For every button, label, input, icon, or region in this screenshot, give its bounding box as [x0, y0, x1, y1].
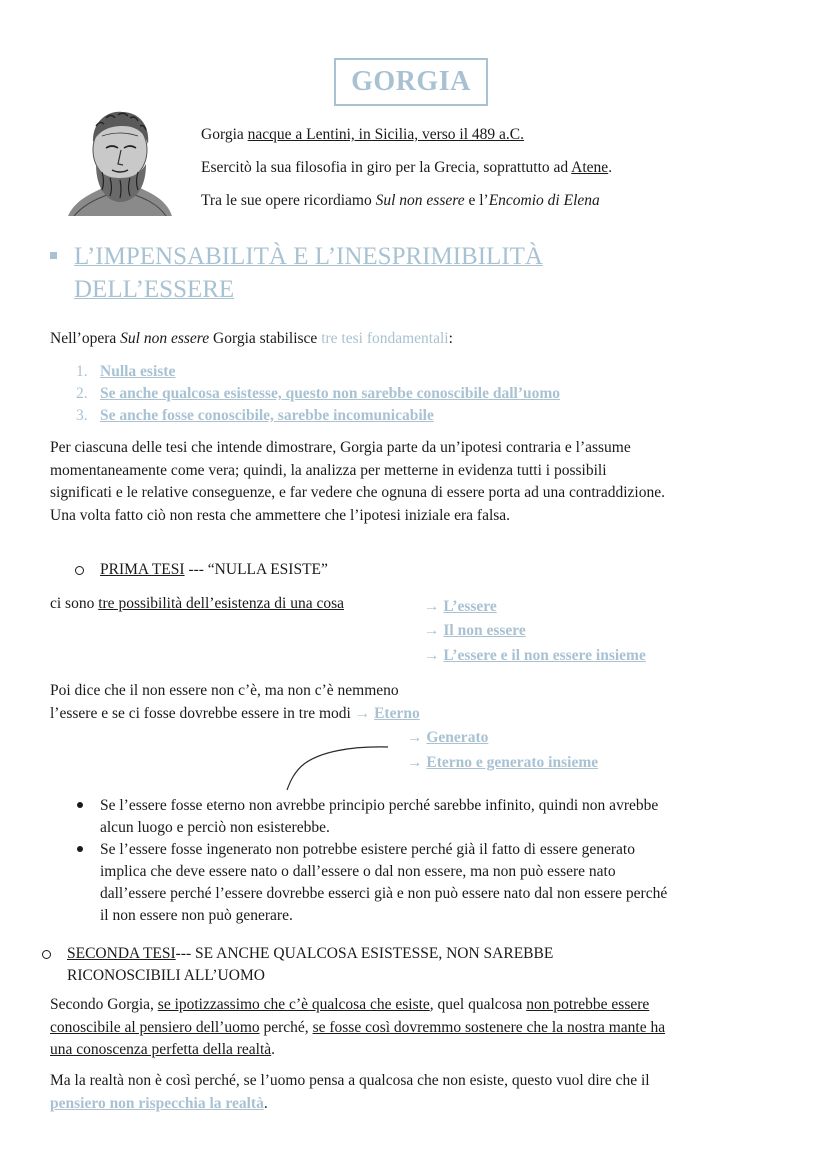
- mode-label: Generato: [426, 729, 489, 746]
- first-thesis-title: --- “NULLA ESISTE”: [184, 561, 328, 578]
- section-heading-line-1: L’IMPENSABILITÀ E L’INESPRIMIBILITÀ: [74, 243, 543, 270]
- method-line: momentaneamente come vera; quindi, la analizza per metterne in evidenza tutti i possibili: [50, 461, 607, 479]
- arrow-right-icon: →: [407, 729, 423, 746]
- bio-works-intro: Tra le sue opere ricordiamo: [201, 192, 376, 209]
- bullet-eternal: [100, 795, 790, 839]
- thesis-item-2: [76, 383, 560, 405]
- work-title-2: Encomio di Elena: [488, 192, 600, 209]
- method-line: significati e le relative conseguenze, e far vedere che ognuna di essere porta ad una contraddizione.: [50, 484, 665, 501]
- mode-option-3: [407, 752, 598, 774]
- section-heading-line-2: DELL’ESSERE: [74, 276, 235, 303]
- bullet-line: implica che deve essere nato o dall’essere o dal non essere, ma non può essere nato: [100, 863, 616, 880]
- modes-text-line-1: Poi dice che il non essere non c’è, ma non c’è nemmeno: [50, 682, 399, 699]
- first-thesis-heading: [100, 559, 328, 581]
- possibility-option-1: [424, 596, 497, 618]
- text-run: .: [271, 1041, 276, 1058]
- bullet-ingenerate: [100, 839, 790, 927]
- text-run-underlined: se ipotizzassimo che c’è qualcosa che esiste: [157, 996, 430, 1013]
- bullet-line: alcun luogo e perciò non esisterebbe.: [100, 819, 330, 836]
- thesis-item-1: [76, 361, 175, 383]
- first-thesis-label: PRIMA TESI: [100, 561, 185, 578]
- text-run-underlined: una conoscenza perfetta della realtà: [50, 1041, 272, 1058]
- thesis-label: Se anche qualcosa esistesse, questo non sarebbe conoscibile dall’uomo: [100, 385, 561, 402]
- possibility-option-2: [424, 620, 526, 642]
- section-heading: [74, 240, 543, 306]
- modes-text-line-2: [50, 703, 420, 725]
- bio-birth-intro: Gorgia: [201, 126, 248, 143]
- bullet-line: Se l’essere fosse ingenerato non potrebbe esistere perché già il fatto di essere generato: [100, 841, 635, 858]
- intro-sentence: [50, 328, 453, 350]
- method-line: Una volta fatto ciò non resta che ammettere che l’ipotesi iniziale era falsa.: [50, 506, 511, 524]
- intro-work-title: Sul non essere: [120, 330, 210, 347]
- bio-works-conj: e l’: [464, 192, 489, 209]
- possibility-option-3: [424, 645, 646, 667]
- thesis-number: 3.: [76, 407, 88, 424]
- arrow-right-icon: →: [424, 622, 440, 639]
- option-label: L’essere: [443, 598, 497, 615]
- mode-label: Eterno e generato insieme: [426, 754, 599, 771]
- second-thesis-label: SECONDA TESI: [67, 945, 176, 962]
- text-run: perché,: [259, 1018, 313, 1036]
- bullet-line: dall’essere perché l’essere dovrebbe esserci già e non può essere nato dal non essere perché: [100, 885, 668, 902]
- bullet-line: Se l’essere fosse eterno non avrebbe principio perché sarebbe infinito, quindi non avrebbe: [100, 797, 659, 814]
- thesis-label: Nulla esiste: [100, 363, 176, 380]
- bio-activity-city: Atene: [571, 159, 609, 176]
- bio-birth-detail: nacque a Lentini, in Sicilia, verso il 489 a.C.: [247, 126, 524, 143]
- mode-option-2: [407, 727, 488, 749]
- intro-pre: Nell’opera: [50, 330, 121, 347]
- bio-activity-text: Esercitò la sua filosofia in giro per la Grecia, soprattutto ad: [201, 159, 572, 176]
- option-label: L’essere e il non essere insieme: [443, 647, 646, 664]
- bullet-dot-icon: [77, 802, 83, 808]
- bio-activity: [201, 158, 612, 178]
- connector-curve: [280, 742, 396, 794]
- text-run: Secondo Gorgia,: [50, 996, 158, 1013]
- second-thesis-title-cont: RICONOSCIBILI ALL’UOMO: [67, 967, 265, 984]
- thesis-item-3: [76, 405, 434, 427]
- thesis-number: 1.: [76, 363, 88, 380]
- second-thesis-title: --- SE ANCHE QUALCOSA ESISTESSE, NON SAREBBE: [175, 945, 554, 962]
- method-line: Per ciascuna delle tesi che intende dimostrare, Gorgia parte da un’ipotesi contraria e l’assume: [50, 439, 631, 456]
- second-thesis-paragraph-2: [50, 1070, 782, 1115]
- bullet-dot-icon: [77, 846, 83, 852]
- possibilities-underlined: tre possibilità dell’esistenza di una cosa: [98, 595, 344, 612]
- hollow-bullet-icon: [42, 950, 51, 959]
- modes-text: l’essere e se ci fosse dovrebbe essere in tre modi: [50, 705, 351, 722]
- page-title: GORGIA: [334, 58, 488, 106]
- bio-birth: [201, 125, 524, 145]
- intro-end: :: [448, 330, 453, 347]
- text-run: , quel qualcosa: [429, 996, 527, 1013]
- option-label: Il non essere: [443, 622, 526, 639]
- text-run-underlined: non potrebbe essere: [526, 996, 650, 1013]
- hollow-bullet-icon: [75, 566, 84, 575]
- method-paragraph: [50, 437, 782, 527]
- gorgias-portrait: [66, 106, 174, 216]
- bullet-line: il non essere non può generare.: [100, 907, 293, 924]
- arrow-right-icon: →: [424, 598, 440, 615]
- text-run-underlined: se fosse così dovremmo sostenere che la nostra mante ha: [312, 1018, 666, 1036]
- arrow-right-icon: →: [424, 647, 440, 664]
- intro-mid: Gorgia stabilisce: [209, 330, 322, 347]
- bio-activity-end: .: [608, 159, 613, 176]
- thesis-label: Se anche fosse conoscibile, sarebbe incomunicabile: [100, 407, 434, 424]
- intro-highlight: tre tesi fondamentali: [321, 330, 449, 347]
- thesis-number: 2.: [76, 385, 88, 402]
- possibilities-text: [50, 593, 344, 615]
- second-thesis-heading: [67, 943, 553, 987]
- bio-works: [201, 191, 600, 211]
- text-run-underlined: conoscibile al pensiero dell’uomo: [50, 1018, 260, 1036]
- arrow-right-icon: →: [354, 705, 371, 722]
- text-run: .: [263, 1094, 268, 1112]
- text-line: Ma la realtà non è così perché, se l’uomo pensa a qualcosa che non esiste, questo vuol dire che il: [50, 1072, 650, 1089]
- arrow-right-icon: →: [407, 754, 423, 771]
- possibilities-pre: ci sono: [50, 595, 99, 612]
- section-bullet-icon: [50, 252, 57, 259]
- highlight-text: pensiero non rispecchia la realtà: [50, 1094, 264, 1112]
- work-title-1: Sul non essere: [375, 192, 465, 209]
- mode-label: Eterno: [374, 705, 420, 722]
- second-thesis-paragraph-1: [50, 994, 782, 1062]
